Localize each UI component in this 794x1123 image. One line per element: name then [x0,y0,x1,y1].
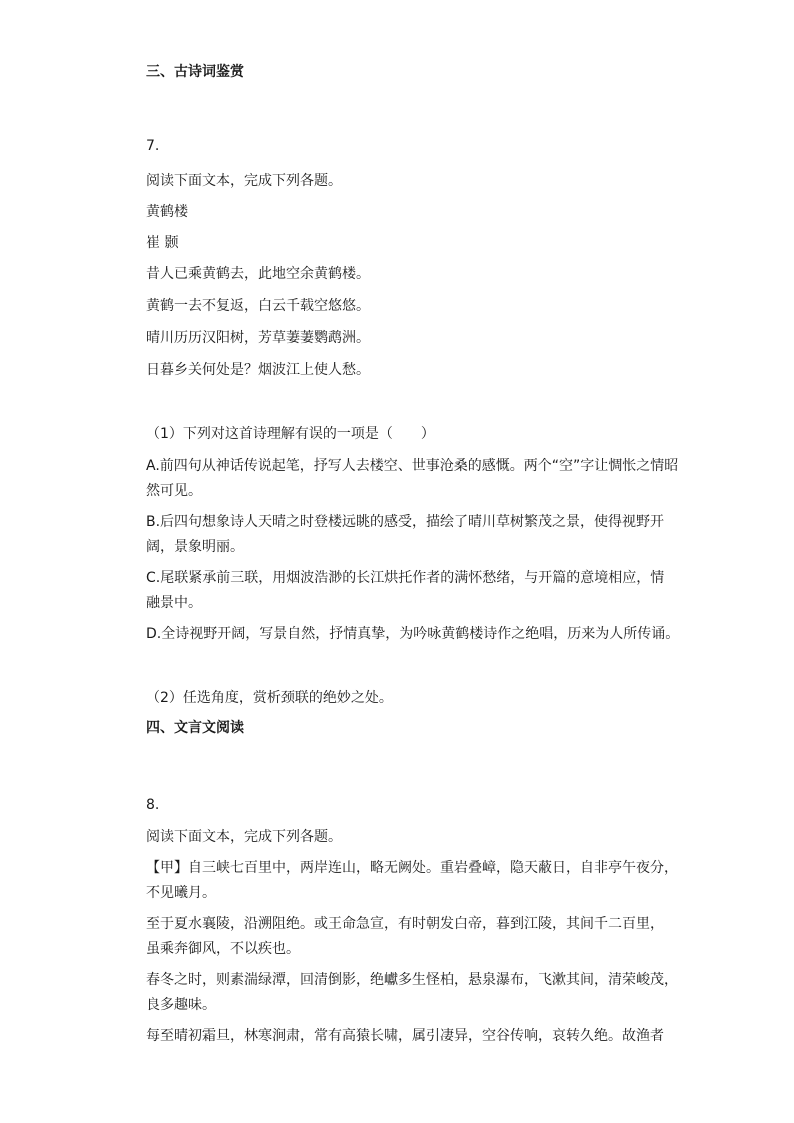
paragraph-2-line-2: 虽乘奔御风，不以疾也。 [146,941,300,957]
poem-author: 崔 颢 [146,235,179,251]
paragraph-1-line-1: 【甲】自三峡七百里中，两岸连山，略无阙处。重岩叠嶂，隐天蔽日，自非亭午夜分， [146,860,678,876]
paragraph-1-line-2: 不见曦月。 [146,885,216,901]
poem-line-3: 晴川历历汉阳树，芳草萋萋鹦鹉洲。 [146,330,370,346]
paragraph-2-line-1: 至于夏水襄陵，沿溯阻绝。或王命急宣，有时朝发白帝，暮到江陵，其间千二百里， [146,916,664,932]
poem-line-1: 昔人已乘黄鹤去，此地空余黄鹤楼。 [146,266,370,282]
option-c-line-1: C.尾联紧承前三联，用烟波浩渺的长江烘托作者的满怀愁绪，与开篇的意境相应，情 [146,570,665,586]
sub-question-2: （2）任选角度，赏析颈联的绝妙之处。 [146,690,393,706]
sub-question-1-stem: （1）下列对这首诗理解有误的一项是（ ） [146,426,435,442]
option-b-line-1: B.后四句想象诗人天晴之时登楼远眺的感受，描绘了晴川草树繁茂之景，使得视野开 [146,514,665,530]
question-8-instruction: 阅读下面文本，完成下列各题。 [146,829,342,845]
option-b-line-2: 阔，景象明丽。 [146,539,244,555]
question-8-number: 8. [146,797,160,813]
poem-line-4: 日暮乡关何处是？烟波江上使人愁。 [146,362,370,378]
option-c-line-2: 融景中。 [146,595,202,611]
option-d-line-1: D.全诗视野开阔，写景自然，抒情真挚，为吟咏黄鹤楼诗作之绝唱，历来为人所传诵。 [146,626,680,642]
section-4-heading: 四、文言文阅读 [146,720,244,736]
question-7-number: 7. [146,138,160,154]
poem-line-2: 黄鹤一去不复返，白云千载空悠悠。 [146,298,370,314]
paragraph-3-line-2: 良多趣味。 [146,997,216,1013]
poem-title: 黄鹤楼 [146,204,188,220]
option-a-line-2: 然可见。 [146,483,202,499]
option-a-line-1: A.前四句从神话传说起笔，抒写人去楼空、世事沧桑的感慨。两个“空”字让惆怅之情昭 [146,458,679,474]
paragraph-4-line-1: 每至晴初霜旦，林寒涧肃，常有高猿长啸，属引凄异，空谷传响，哀转久绝。故渔者 [146,1028,664,1044]
paragraph-3-line-1: 春冬之时，则素湍绿潭，回清倒影，绝巘多生怪柏，悬泉瀑布，飞漱其间，清荣峻茂， [146,972,678,988]
question-7-instruction: 阅读下面文本，完成下列各题。 [146,173,342,189]
section-3-heading: 三、古诗词鉴赏 [146,64,244,80]
